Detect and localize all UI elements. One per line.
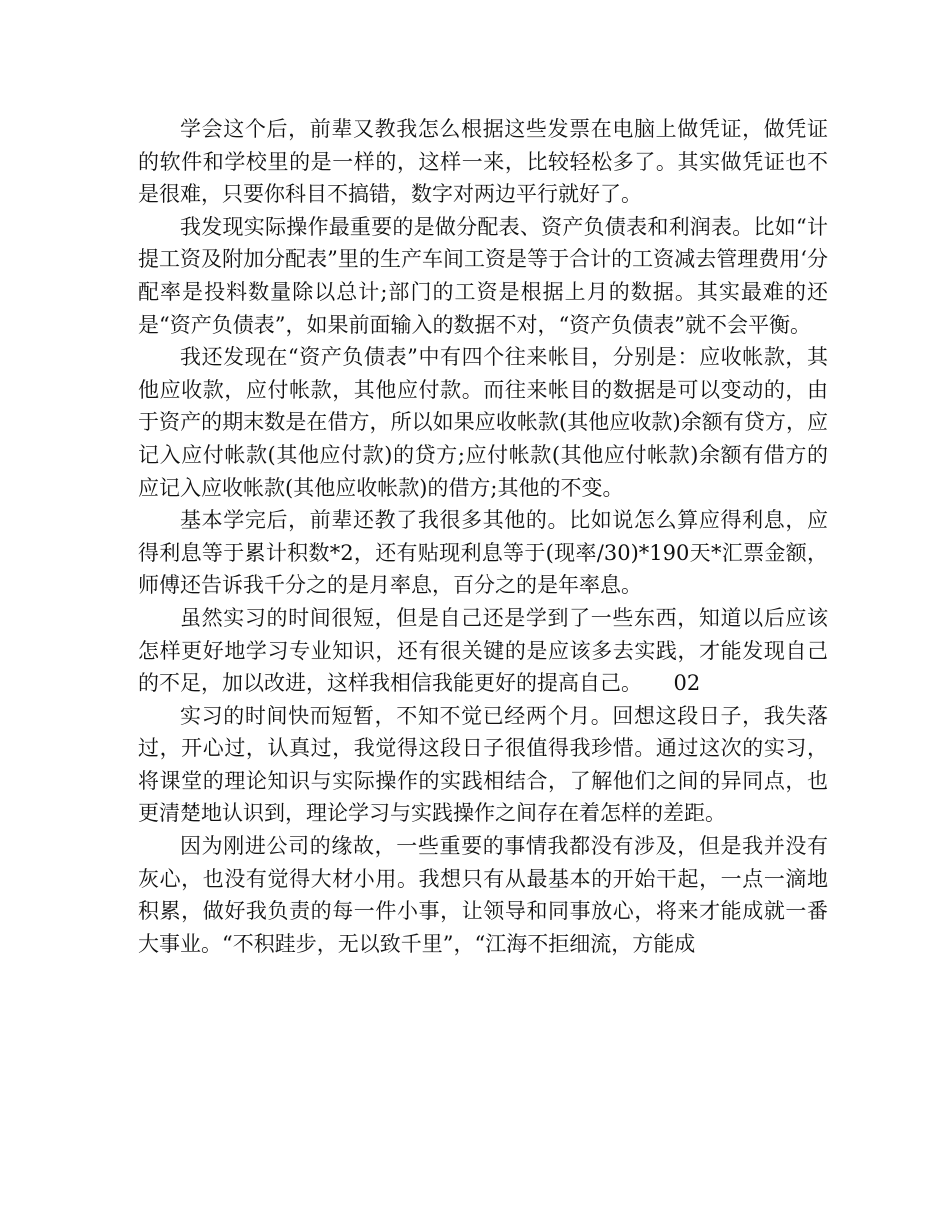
paragraph-1: 学会这个后，前辈又教我怎么根据这些发票在电脑上做凭证，做凭证的软件和学校里的是一样的，这样一来，比较轻松多了。其实做凭证也不是很难，只要你科目不搞错，数字对两边平行就好了。 [138, 117, 828, 207]
paragraph-4: 基本学完后，前辈还教了我很多其他的。比如说怎么算应得利息，应得利息等于累计积数*2，还有贴现利息等于(现率/30)*190天*汇票金额，师傅还告诉我千分之的是月率息，百分之的是年率息。 [138, 508, 828, 598]
paragraph-2: 我发现实际操作最重要的是做分配表、资产负债表和利润表。比如“计提工资及附加分配表”里的生产车间工资是等于合计的工资减去管理费用‘分配率是投料数量除以总计;部门的工资是根据上月的数据。其实最难的还是“资产负债表”，如果前面输入的数据不对，“资产负债表”就不会平衡。 [138, 214, 828, 337]
paragraph-6: 实习的时间快而短暂，不知不觉已经两个月。回想这段日子，我失落过，开心过，认真过，我觉得这段日子很值得我珍惜。通过这次的实习，将课堂的理论知识与实际操作的实践相结合，了解他们之间的异同点，也更清楚地认识到，理论学习与实践操作之间存在着怎样的差距。 [138, 703, 828, 826]
paragraph-5: 虽然实习的时间很短，但是自己还是学到了一些东西，知道以后应该怎样更好地学习专业知识，还有很关键的是应该多去实践，才能发现自己的不足，加以改进，这样我相信我能更好的提高自己。 02 [138, 605, 828, 696]
paragraph-3: 我还发现在“资产负债表”中有四个往来帐目，分别是：应收帐款，其他应收款，应付帐款，其他应付款。而往来帐目的数据是可以变动的，由于资产的期末数是在借方，所以如果应收帐款(其他应收款)余额有贷方，应记入应付帐款(其他应付款)的贷方;应付帐款(其他应付帐款)余额有借方的应记入应收帐款(其他应收帐款)的借方;其他的不变。 [138, 345, 828, 500]
document-body [138, 113, 828, 960]
paragraph-7: 因为刚进公司的缘故，一些重要的事情我都没有涉及，但是我并没有灰心，也没有觉得大材小用。我想只有从最基本的开始干起，一点一滴地积累，做好我负责的每一件小事，让领导和同事放心，将来才能成就一番大事业。“不积跬步，无以致千里”，“江海不拒细流，方能成 [138, 834, 828, 956]
